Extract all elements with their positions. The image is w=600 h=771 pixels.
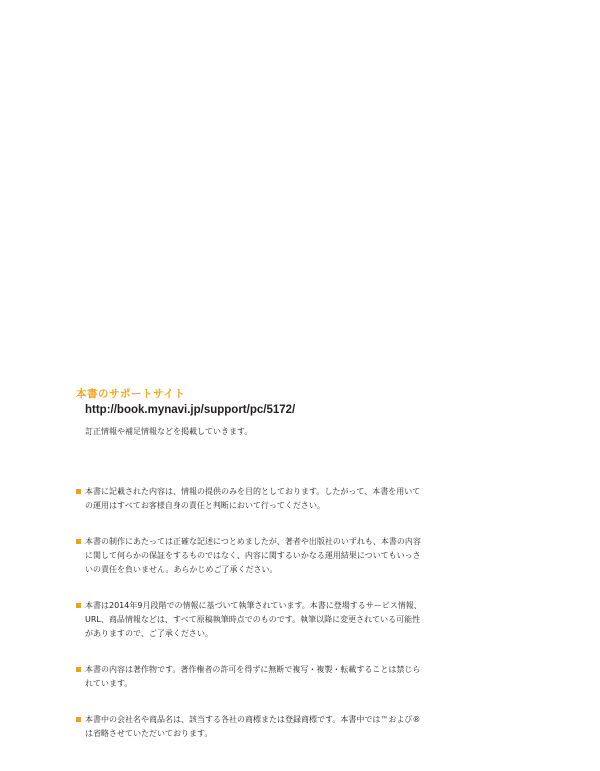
- square-bullet-icon: [76, 539, 81, 544]
- disclaimer-note: [76, 713, 426, 741]
- square-bullet-icon: [76, 717, 81, 722]
- support-site-url[interactable]: http://book.mynavi.jp/support/pc/5172/: [85, 404, 296, 416]
- disclaimer-notes: [76, 485, 426, 763]
- disclaimer-note-text: 本書中の会社名や商品名は、該当する各社の商標または登録商標です。本書中では™および®は省略させていただいております。: [85, 715, 421, 738]
- disclaimer-note: [76, 535, 426, 577]
- disclaimer-note-text: 本書の制作にあたっては正確な記述につとめましたが、著者や出版社のいずれも、本書の内容に関して何らかの保証をするものではなく、内容に関するいかなる運用結果についてもいっさいの責任を負いません。あらかじめご了承ください。: [85, 537, 421, 574]
- support-site-description: 訂正情報や補足情報などを掲載していきます。: [85, 427, 253, 436]
- disclaimer-note: [76, 485, 426, 513]
- square-bullet-icon: [76, 489, 81, 494]
- support-site-heading: 本書のサポートサイト: [76, 388, 186, 400]
- disclaimer-note: [76, 663, 426, 691]
- disclaimer-note-text: 本書は2014年9月段階での情報に基づいて執筆されています。本書に登場するサービス情報、URL、商品情報などは、すべて原稿執筆時点でのものです。執筆以降に変更されている可能性がありますので、ご了承ください。: [85, 601, 422, 638]
- disclaimer-note-text: 本書に記載された内容は、情報の提供のみを目的としております。したがって、本書を用いての運用はすべてお客様自身の責任と判断において行ってください。: [85, 487, 421, 510]
- square-bullet-icon: [76, 603, 81, 608]
- square-bullet-icon: [76, 667, 81, 672]
- disclaimer-note: [76, 599, 426, 641]
- disclaimer-note-text: 本書の内容は著作物です。著作権者の許可を得ずに無断で複写・複製・転載することは禁じられています。: [85, 665, 421, 688]
